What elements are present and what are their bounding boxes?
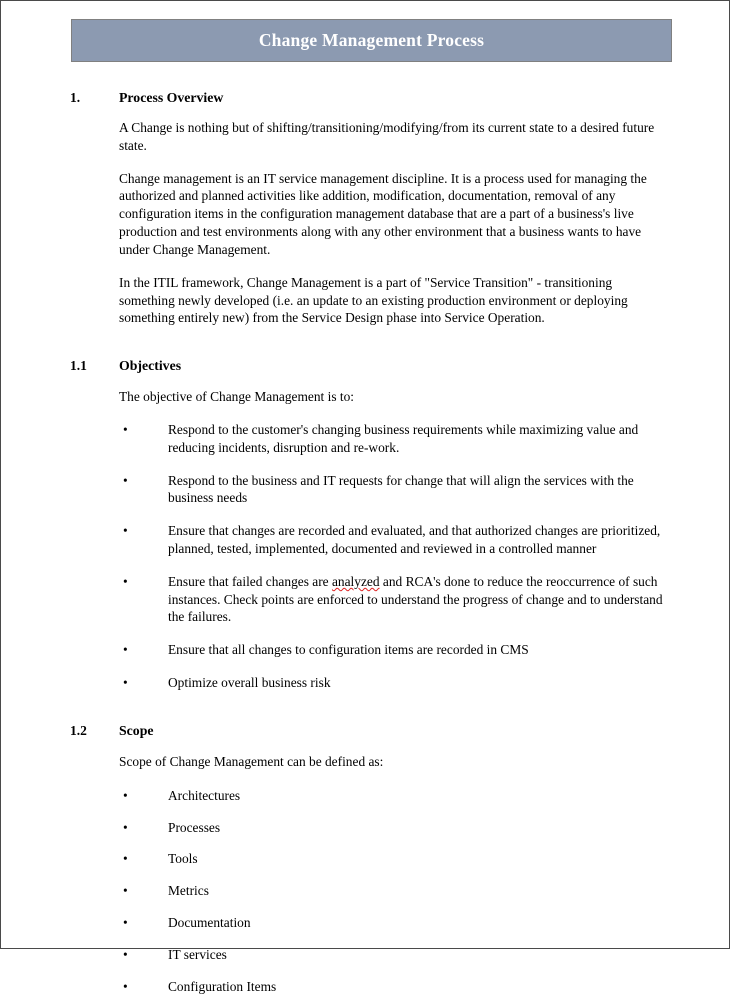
process-overview-body [119,119,669,327]
spellcheck-flagged-word: analyzed [331,573,380,589]
scope-item-configuration-items: Configuration Items [168,978,277,994]
objective-item-1: Respond to the business and IT requests for change that will align the services with the business needs [168,472,634,506]
section-number-1-1: 1.1 [70,358,87,374]
section-title-process-overview: Process Overview [119,90,224,105]
list-item [123,421,669,457]
objective-item-5: Optimize overall business risk [168,675,331,691]
list-item [123,946,669,964]
scope-item-architectures: Architectures [168,787,241,803]
list-item [123,472,669,508]
heading-objectives [70,357,669,375]
scope-body [119,753,669,771]
bullet-glyph-icon: • [123,787,128,803]
bullet-glyph-icon: • [123,978,128,994]
bullet-glyph-icon: • [123,883,128,899]
heading-scope [70,722,669,740]
list-item [123,978,669,995]
scope-lead-in: Scope of Change Management can be defined as: [119,753,384,769]
list-item [123,819,669,837]
bullet-glyph-icon: • [123,851,128,867]
bullet-glyph-icon: • [123,573,128,589]
paragraph-change-management-discipline: Change management is an IT service management discipline. It is a process used for managing the authorized and planned activities like addition, modification, documentation, removal of any configuration items in the configuration management database that are a part of a business's live production and test environments along with any other environment that a business wants to have under Change Management. [119,170,647,257]
bullet-glyph-icon: • [123,946,128,962]
paragraph-change-definition: A Change is nothing but of shifting/transitioning/modifying/from its current state to a desired future state. [119,119,655,153]
scope-item-it-services: IT services [168,946,227,962]
list-item [123,850,669,868]
document-title: Change Management Process [258,29,485,50]
bullet-glyph-icon: • [123,523,128,539]
bullet-glyph-icon: • [123,819,128,835]
bullet-glyph-icon: • [123,914,128,930]
scope-item-tools: Tools [168,851,198,867]
heading-process-overview [70,89,669,107]
scope-item-documentation: Documentation [168,914,251,930]
section-number-1-2: 1.2 [70,722,87,738]
objective-item-2: Ensure that changes are recorded and evaluated, and that authorized changes are prioritized, planned, tested, implemented, documented and reviewed in a controlled manner [168,523,661,556]
page-content-area [1,1,729,994]
bullet-glyph-icon: • [123,421,128,437]
paragraph-itil-framework: In the ITIL framework, Change Management is a part of "Service Transition" - transitioning something newly developed (i.e. an update to an existing production environment or deploying something entirely new) from the Service Design phase into Service Operation. [119,274,628,326]
objectives-body [119,388,669,406]
section-title-scope: Scope [119,722,154,738]
list-item [123,641,669,659]
document-title-banner [71,19,672,62]
list-item [123,674,669,692]
scope-bullet-list [70,787,669,995]
section-number-1: 1. [70,90,81,105]
section-title-objectives: Objectives [119,358,182,374]
scope-item-metrics: Metrics [168,883,209,899]
list-item [123,787,669,805]
bullet-glyph-icon: • [123,675,128,691]
bullet-glyph-icon: • [123,472,128,488]
list-item [123,914,669,932]
objective-item-0: Respond to the customer's changing business requirements while maximizing value and reducing incidents, disruption and re-work. [168,421,639,455]
objective-item-3: Ensure that failed changes are analyzed and RCA's done to reduce the reoccurrence of such instances. Check points are enforced to understand the progress of change and to understand the failures. [168,573,663,625]
objectives-lead-in: The objective of Change Management is to: [119,389,355,405]
bullet-glyph-icon: • [123,642,128,658]
list-item [123,522,669,558]
objectives-bullet-list [70,421,669,692]
scope-item-processes: Processes [168,819,221,835]
list-item [123,882,669,900]
list-item [123,573,669,626]
objective-item-4: Ensure that all changes to configuration items are recorded in CMS [168,642,529,658]
